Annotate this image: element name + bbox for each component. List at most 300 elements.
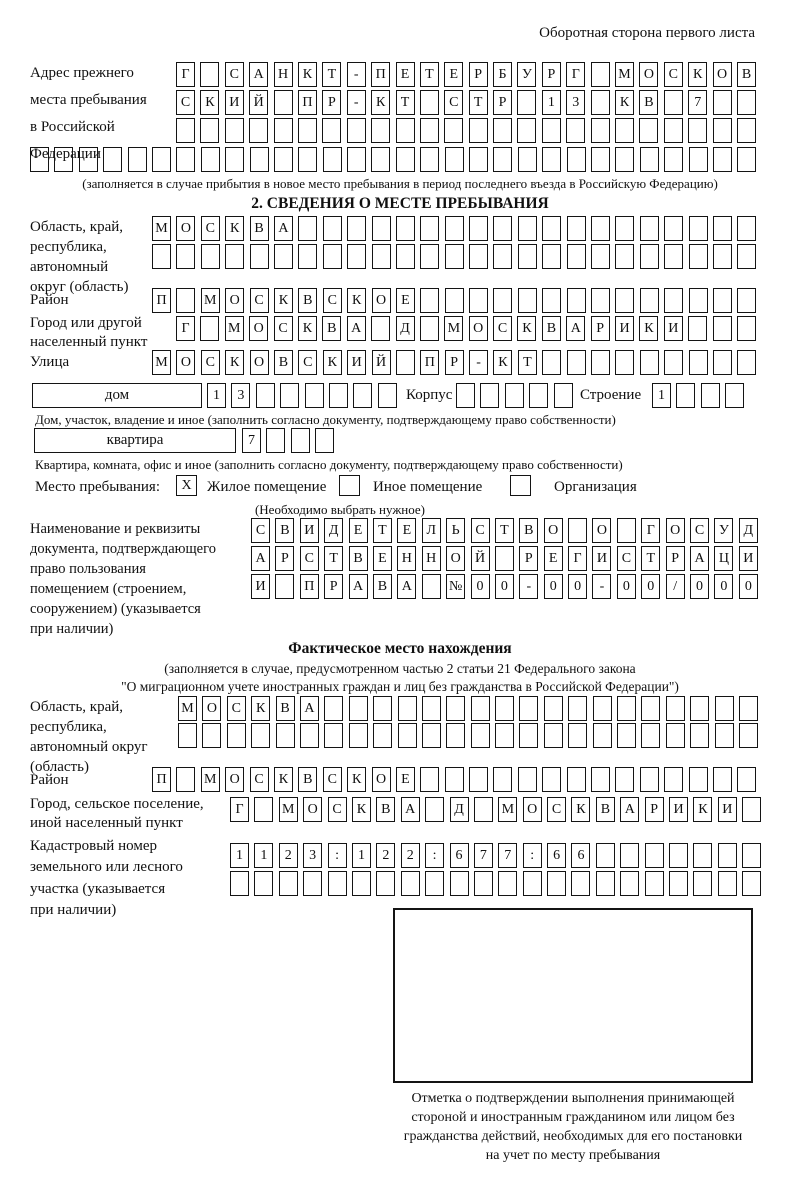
char-box[interactable]: А bbox=[251, 546, 270, 571]
char-box[interactable]: Г bbox=[641, 518, 660, 543]
char-box[interactable] bbox=[639, 118, 658, 143]
char-box[interactable] bbox=[474, 871, 493, 896]
char-box[interactable]: 3 bbox=[303, 843, 322, 868]
char-box[interactable] bbox=[566, 118, 585, 143]
char-box[interactable] bbox=[176, 118, 195, 143]
char-box[interactable]: К bbox=[347, 767, 366, 792]
char-box[interactable] bbox=[591, 147, 610, 172]
char-box[interactable]: Т bbox=[373, 518, 392, 543]
char-box[interactable] bbox=[713, 147, 732, 172]
char-box[interactable] bbox=[303, 871, 322, 896]
char-box[interactable]: - bbox=[347, 62, 366, 87]
char-box[interactable] bbox=[713, 767, 732, 792]
char-box[interactable] bbox=[420, 316, 439, 341]
char-box[interactable] bbox=[693, 871, 712, 896]
char-box[interactable] bbox=[425, 797, 444, 822]
char-box[interactable]: О bbox=[225, 288, 244, 313]
char-box[interactable]: М bbox=[498, 797, 517, 822]
char-box[interactable] bbox=[664, 288, 683, 313]
char-box[interactable] bbox=[445, 288, 464, 313]
char-box[interactable]: Р bbox=[322, 90, 341, 115]
char-box[interactable]: М bbox=[152, 216, 171, 241]
char-box[interactable] bbox=[713, 216, 732, 241]
char-box[interactable] bbox=[291, 428, 310, 453]
char-box[interactable]: А bbox=[397, 574, 416, 599]
char-box[interactable]: Д bbox=[324, 518, 343, 543]
char-box[interactable]: С bbox=[690, 518, 709, 543]
char-box[interactable] bbox=[554, 383, 573, 408]
char-box[interactable]: К bbox=[493, 350, 512, 375]
char-box[interactable] bbox=[176, 244, 195, 269]
char-box[interactable]: Е bbox=[373, 546, 392, 571]
char-box[interactable]: 0 bbox=[714, 574, 733, 599]
char-box[interactable] bbox=[493, 147, 512, 172]
char-box[interactable] bbox=[567, 244, 586, 269]
char-box[interactable]: С bbox=[176, 90, 195, 115]
char-box[interactable] bbox=[519, 696, 538, 721]
char-box[interactable] bbox=[474, 797, 493, 822]
char-box[interactable] bbox=[425, 871, 444, 896]
char-box[interactable] bbox=[641, 723, 660, 748]
char-box[interactable] bbox=[446, 723, 465, 748]
char-box[interactable] bbox=[201, 147, 220, 172]
char-box[interactable] bbox=[493, 767, 512, 792]
char-box[interactable]: К bbox=[639, 316, 658, 341]
char-box[interactable] bbox=[567, 147, 586, 172]
char-box[interactable] bbox=[615, 244, 634, 269]
char-box[interactable] bbox=[713, 350, 732, 375]
char-box[interactable]: А bbox=[249, 62, 268, 87]
char-box[interactable]: 3 bbox=[231, 383, 250, 408]
char-box[interactable]: Й bbox=[249, 90, 268, 115]
char-box[interactable]: Р bbox=[666, 546, 685, 571]
char-box[interactable] bbox=[79, 147, 98, 172]
char-box[interactable]: И bbox=[592, 546, 611, 571]
char-box[interactable]: В bbox=[274, 350, 293, 375]
char-box[interactable]: П bbox=[371, 62, 390, 87]
char-box[interactable]: Е bbox=[544, 546, 563, 571]
char-box[interactable] bbox=[420, 288, 439, 313]
char-box[interactable]: 0 bbox=[641, 574, 660, 599]
checkbox-inoe[interactable] bbox=[339, 475, 360, 496]
char-box[interactable]: Е bbox=[397, 518, 416, 543]
char-box[interactable] bbox=[323, 244, 342, 269]
char-box[interactable]: С bbox=[328, 797, 347, 822]
char-box[interactable]: № bbox=[446, 574, 465, 599]
char-box[interactable] bbox=[371, 147, 390, 172]
char-box[interactable]: Т bbox=[420, 62, 439, 87]
char-box[interactable]: Б bbox=[493, 62, 512, 87]
char-box[interactable]: О bbox=[446, 546, 465, 571]
char-box[interactable] bbox=[715, 696, 734, 721]
char-box[interactable] bbox=[493, 216, 512, 241]
char-box[interactable] bbox=[422, 696, 441, 721]
char-box[interactable]: В bbox=[376, 797, 395, 822]
char-box[interactable] bbox=[689, 147, 708, 172]
char-box[interactable]: Т bbox=[495, 518, 514, 543]
char-box[interactable] bbox=[274, 244, 293, 269]
char-box[interactable] bbox=[571, 871, 590, 896]
char-box[interactable] bbox=[396, 350, 415, 375]
char-box[interactable] bbox=[322, 118, 341, 143]
char-box[interactable] bbox=[615, 288, 634, 313]
char-box[interactable]: 6 bbox=[571, 843, 590, 868]
char-box[interactable] bbox=[542, 288, 561, 313]
char-box[interactable]: В bbox=[596, 797, 615, 822]
char-box[interactable] bbox=[544, 723, 563, 748]
char-box[interactable]: В bbox=[639, 90, 658, 115]
char-box[interactable] bbox=[690, 723, 709, 748]
char-box[interactable] bbox=[689, 288, 708, 313]
char-box[interactable]: И bbox=[615, 316, 634, 341]
char-box[interactable] bbox=[591, 350, 610, 375]
char-box[interactable] bbox=[176, 767, 195, 792]
char-box[interactable]: С bbox=[547, 797, 566, 822]
char-box[interactable] bbox=[568, 696, 587, 721]
char-box[interactable] bbox=[422, 723, 441, 748]
char-box[interactable] bbox=[742, 871, 761, 896]
char-box[interactable] bbox=[202, 723, 221, 748]
char-box[interactable] bbox=[298, 244, 317, 269]
char-box[interactable]: - bbox=[519, 574, 538, 599]
char-box[interactable]: В bbox=[519, 518, 538, 543]
char-box[interactable]: К bbox=[371, 90, 390, 115]
char-box[interactable] bbox=[615, 118, 634, 143]
char-box[interactable]: - bbox=[347, 90, 366, 115]
char-box[interactable] bbox=[324, 723, 343, 748]
char-box[interactable] bbox=[542, 147, 561, 172]
char-box[interactable] bbox=[349, 723, 368, 748]
char-box[interactable]: К bbox=[298, 316, 317, 341]
char-box[interactable] bbox=[469, 216, 488, 241]
char-box[interactable] bbox=[329, 383, 348, 408]
char-box[interactable] bbox=[230, 871, 249, 896]
char-box[interactable]: О bbox=[666, 518, 685, 543]
char-box[interactable]: И bbox=[300, 518, 319, 543]
char-box[interactable] bbox=[275, 574, 294, 599]
char-box[interactable] bbox=[617, 518, 636, 543]
char-box[interactable]: 0 bbox=[568, 574, 587, 599]
char-box[interactable]: М bbox=[444, 316, 463, 341]
char-box[interactable] bbox=[445, 216, 464, 241]
char-box[interactable] bbox=[542, 118, 561, 143]
char-box[interactable]: О bbox=[372, 288, 391, 313]
char-box[interactable] bbox=[713, 244, 732, 269]
char-box[interactable] bbox=[641, 696, 660, 721]
char-box[interactable]: О bbox=[176, 350, 195, 375]
char-box[interactable]: С bbox=[274, 316, 293, 341]
char-box[interactable] bbox=[640, 767, 659, 792]
char-box[interactable] bbox=[444, 118, 463, 143]
char-box[interactable] bbox=[128, 147, 147, 172]
char-box[interactable] bbox=[517, 90, 536, 115]
char-box[interactable]: 0 bbox=[739, 574, 758, 599]
char-box[interactable] bbox=[250, 147, 269, 172]
char-box[interactable]: К bbox=[225, 216, 244, 241]
char-box[interactable]: Т bbox=[641, 546, 660, 571]
char-box[interactable] bbox=[664, 118, 683, 143]
char-box[interactable] bbox=[518, 216, 537, 241]
char-box[interactable]: 6 bbox=[450, 843, 469, 868]
char-box[interactable] bbox=[591, 216, 610, 241]
char-box[interactable]: К bbox=[571, 797, 590, 822]
char-box[interactable]: А bbox=[347, 316, 366, 341]
char-box[interactable]: П bbox=[152, 288, 171, 313]
char-box[interactable]: Р bbox=[469, 62, 488, 87]
char-box[interactable]: О bbox=[469, 316, 488, 341]
char-box[interactable]: В bbox=[542, 316, 561, 341]
char-box[interactable] bbox=[688, 316, 707, 341]
char-box[interactable] bbox=[517, 118, 536, 143]
char-box[interactable] bbox=[250, 244, 269, 269]
char-box[interactable]: К bbox=[251, 696, 270, 721]
char-box[interactable] bbox=[315, 428, 334, 453]
char-box[interactable]: В bbox=[275, 518, 294, 543]
char-box[interactable] bbox=[620, 871, 639, 896]
char-box[interactable] bbox=[420, 244, 439, 269]
char-box[interactable]: В bbox=[298, 767, 317, 792]
char-box[interactable] bbox=[640, 244, 659, 269]
char-box[interactable]: У bbox=[714, 518, 733, 543]
char-box[interactable]: К bbox=[693, 797, 712, 822]
char-box[interactable] bbox=[544, 696, 563, 721]
char-box[interactable]: - bbox=[469, 350, 488, 375]
char-box[interactable] bbox=[713, 118, 732, 143]
apartment-type-box[interactable]: квартира bbox=[34, 428, 236, 453]
char-box[interactable] bbox=[323, 216, 342, 241]
char-box[interactable]: М bbox=[225, 316, 244, 341]
char-box[interactable] bbox=[493, 244, 512, 269]
char-box[interactable]: - bbox=[592, 574, 611, 599]
char-box[interactable]: 1 bbox=[542, 90, 561, 115]
char-box[interactable]: О bbox=[176, 216, 195, 241]
char-box[interactable]: О bbox=[592, 518, 611, 543]
char-box[interactable]: : bbox=[425, 843, 444, 868]
char-box[interactable] bbox=[371, 316, 390, 341]
char-box[interactable] bbox=[547, 871, 566, 896]
char-box[interactable] bbox=[676, 383, 695, 408]
char-box[interactable]: 1 bbox=[254, 843, 273, 868]
char-box[interactable]: М bbox=[201, 288, 220, 313]
char-box[interactable] bbox=[469, 767, 488, 792]
char-box[interactable] bbox=[152, 244, 171, 269]
char-box[interactable] bbox=[591, 118, 610, 143]
char-box[interactable]: Л bbox=[422, 518, 441, 543]
char-box[interactable] bbox=[493, 288, 512, 313]
char-box[interactable] bbox=[664, 350, 683, 375]
char-box[interactable] bbox=[591, 244, 610, 269]
char-box[interactable] bbox=[518, 767, 537, 792]
char-box[interactable]: 1 bbox=[230, 843, 249, 868]
char-box[interactable] bbox=[445, 147, 464, 172]
char-box[interactable]: Й bbox=[471, 546, 490, 571]
char-box[interactable]: Т bbox=[469, 90, 488, 115]
char-box[interactable] bbox=[280, 383, 299, 408]
char-box[interactable] bbox=[469, 147, 488, 172]
char-box[interactable] bbox=[420, 118, 439, 143]
char-box[interactable] bbox=[352, 871, 371, 896]
char-box[interactable]: Е bbox=[396, 288, 415, 313]
char-box[interactable] bbox=[737, 244, 756, 269]
char-box[interactable] bbox=[591, 288, 610, 313]
char-box[interactable]: С bbox=[227, 696, 246, 721]
char-box[interactable]: Н bbox=[274, 62, 293, 87]
char-box[interactable] bbox=[469, 244, 488, 269]
char-box[interactable]: О bbox=[202, 696, 221, 721]
char-box[interactable]: В bbox=[276, 696, 295, 721]
char-box[interactable] bbox=[519, 723, 538, 748]
char-box[interactable] bbox=[640, 350, 659, 375]
char-box[interactable]: И bbox=[347, 350, 366, 375]
char-box[interactable] bbox=[640, 288, 659, 313]
char-box[interactable] bbox=[298, 147, 317, 172]
char-box[interactable]: К bbox=[200, 90, 219, 115]
char-box[interactable] bbox=[176, 147, 195, 172]
char-box[interactable]: А bbox=[349, 574, 368, 599]
char-box[interactable] bbox=[347, 118, 366, 143]
char-box[interactable] bbox=[349, 696, 368, 721]
char-box[interactable]: 2 bbox=[401, 843, 420, 868]
char-box[interactable] bbox=[688, 118, 707, 143]
char-box[interactable]: К bbox=[298, 62, 317, 87]
char-box[interactable]: К bbox=[688, 62, 707, 87]
char-box[interactable]: О bbox=[372, 767, 391, 792]
char-box[interactable] bbox=[640, 216, 659, 241]
char-box[interactable] bbox=[567, 767, 586, 792]
house-type-box[interactable]: дом bbox=[32, 383, 202, 408]
char-box[interactable] bbox=[737, 767, 756, 792]
char-box[interactable] bbox=[300, 723, 319, 748]
char-box[interactable] bbox=[620, 843, 639, 868]
char-box[interactable] bbox=[737, 316, 756, 341]
char-box[interactable] bbox=[615, 216, 634, 241]
char-box[interactable]: В bbox=[298, 288, 317, 313]
char-box[interactable] bbox=[725, 383, 744, 408]
char-box[interactable]: Т bbox=[518, 350, 537, 375]
char-box[interactable] bbox=[505, 383, 524, 408]
char-box[interactable] bbox=[737, 350, 756, 375]
char-box[interactable]: А bbox=[401, 797, 420, 822]
char-box[interactable]: А bbox=[300, 696, 319, 721]
char-box[interactable] bbox=[353, 383, 372, 408]
char-box[interactable] bbox=[396, 118, 415, 143]
char-box[interactable]: 7 bbox=[242, 428, 261, 453]
char-box[interactable] bbox=[645, 843, 664, 868]
char-box[interactable]: Е bbox=[444, 62, 463, 87]
char-box[interactable] bbox=[593, 723, 612, 748]
char-box[interactable] bbox=[347, 244, 366, 269]
char-box[interactable] bbox=[498, 871, 517, 896]
char-box[interactable]: С bbox=[300, 546, 319, 571]
char-box[interactable] bbox=[689, 244, 708, 269]
char-box[interactable] bbox=[739, 696, 758, 721]
char-box[interactable]: М bbox=[279, 797, 298, 822]
char-box[interactable]: Й bbox=[372, 350, 391, 375]
char-box[interactable] bbox=[542, 767, 561, 792]
char-box[interactable] bbox=[737, 216, 756, 241]
char-box[interactable] bbox=[518, 244, 537, 269]
char-box[interactable]: Г bbox=[566, 62, 585, 87]
char-box[interactable] bbox=[401, 871, 420, 896]
char-box[interactable]: Р bbox=[519, 546, 538, 571]
char-box[interactable]: В bbox=[250, 216, 269, 241]
char-box[interactable] bbox=[274, 118, 293, 143]
char-box[interactable] bbox=[615, 350, 634, 375]
char-box[interactable]: В bbox=[373, 574, 392, 599]
char-box[interactable] bbox=[200, 316, 219, 341]
char-box[interactable] bbox=[54, 147, 73, 172]
char-box[interactable] bbox=[254, 871, 273, 896]
char-box[interactable] bbox=[480, 383, 499, 408]
char-box[interactable]: 2 bbox=[279, 843, 298, 868]
char-box[interactable] bbox=[669, 843, 688, 868]
char-box[interactable]: С bbox=[664, 62, 683, 87]
char-box[interactable]: С bbox=[225, 62, 244, 87]
char-box[interactable]: С bbox=[201, 350, 220, 375]
char-box[interactable]: Д bbox=[450, 797, 469, 822]
char-box[interactable] bbox=[495, 723, 514, 748]
char-box[interactable] bbox=[201, 244, 220, 269]
char-box[interactable]: 1 bbox=[652, 383, 671, 408]
char-box[interactable] bbox=[591, 62, 610, 87]
char-box[interactable] bbox=[225, 244, 244, 269]
char-box[interactable]: Р bbox=[445, 350, 464, 375]
char-box[interactable]: П bbox=[420, 350, 439, 375]
char-box[interactable] bbox=[420, 90, 439, 115]
char-box[interactable]: К bbox=[274, 288, 293, 313]
char-box[interactable] bbox=[422, 574, 441, 599]
char-box[interactable]: Р bbox=[275, 546, 294, 571]
char-box[interactable]: К bbox=[615, 90, 634, 115]
char-box[interactable]: К bbox=[323, 350, 342, 375]
char-box[interactable]: 0 bbox=[471, 574, 490, 599]
char-box[interactable]: Р bbox=[591, 316, 610, 341]
char-box[interactable] bbox=[615, 767, 634, 792]
char-box[interactable]: П bbox=[298, 90, 317, 115]
char-box[interactable] bbox=[690, 696, 709, 721]
char-box[interactable]: Д bbox=[739, 518, 758, 543]
char-box[interactable]: Е bbox=[396, 767, 415, 792]
char-box[interactable] bbox=[323, 147, 342, 172]
char-box[interactable]: О bbox=[225, 767, 244, 792]
char-box[interactable] bbox=[596, 871, 615, 896]
char-box[interactable]: В bbox=[737, 62, 756, 87]
char-box[interactable] bbox=[713, 316, 732, 341]
char-box[interactable] bbox=[469, 118, 488, 143]
char-box[interactable]: 7 bbox=[498, 843, 517, 868]
char-box[interactable] bbox=[742, 797, 761, 822]
char-box[interactable]: С bbox=[250, 767, 269, 792]
char-box[interactable] bbox=[718, 871, 737, 896]
char-box[interactable] bbox=[305, 383, 324, 408]
char-box[interactable]: И bbox=[718, 797, 737, 822]
char-box[interactable] bbox=[274, 147, 293, 172]
char-box[interactable]: П bbox=[152, 767, 171, 792]
char-box[interactable] bbox=[689, 350, 708, 375]
char-box[interactable] bbox=[176, 288, 195, 313]
char-box[interactable] bbox=[103, 147, 122, 172]
char-box[interactable] bbox=[666, 723, 685, 748]
char-box[interactable]: С bbox=[250, 288, 269, 313]
char-box[interactable] bbox=[373, 723, 392, 748]
char-box[interactable]: 2 bbox=[376, 843, 395, 868]
char-box[interactable] bbox=[664, 147, 683, 172]
char-box[interactable]: : bbox=[523, 843, 542, 868]
char-box[interactable] bbox=[568, 518, 587, 543]
char-box[interactable]: Т bbox=[322, 62, 341, 87]
char-box[interactable] bbox=[493, 118, 512, 143]
char-box[interactable]: 0 bbox=[617, 574, 636, 599]
